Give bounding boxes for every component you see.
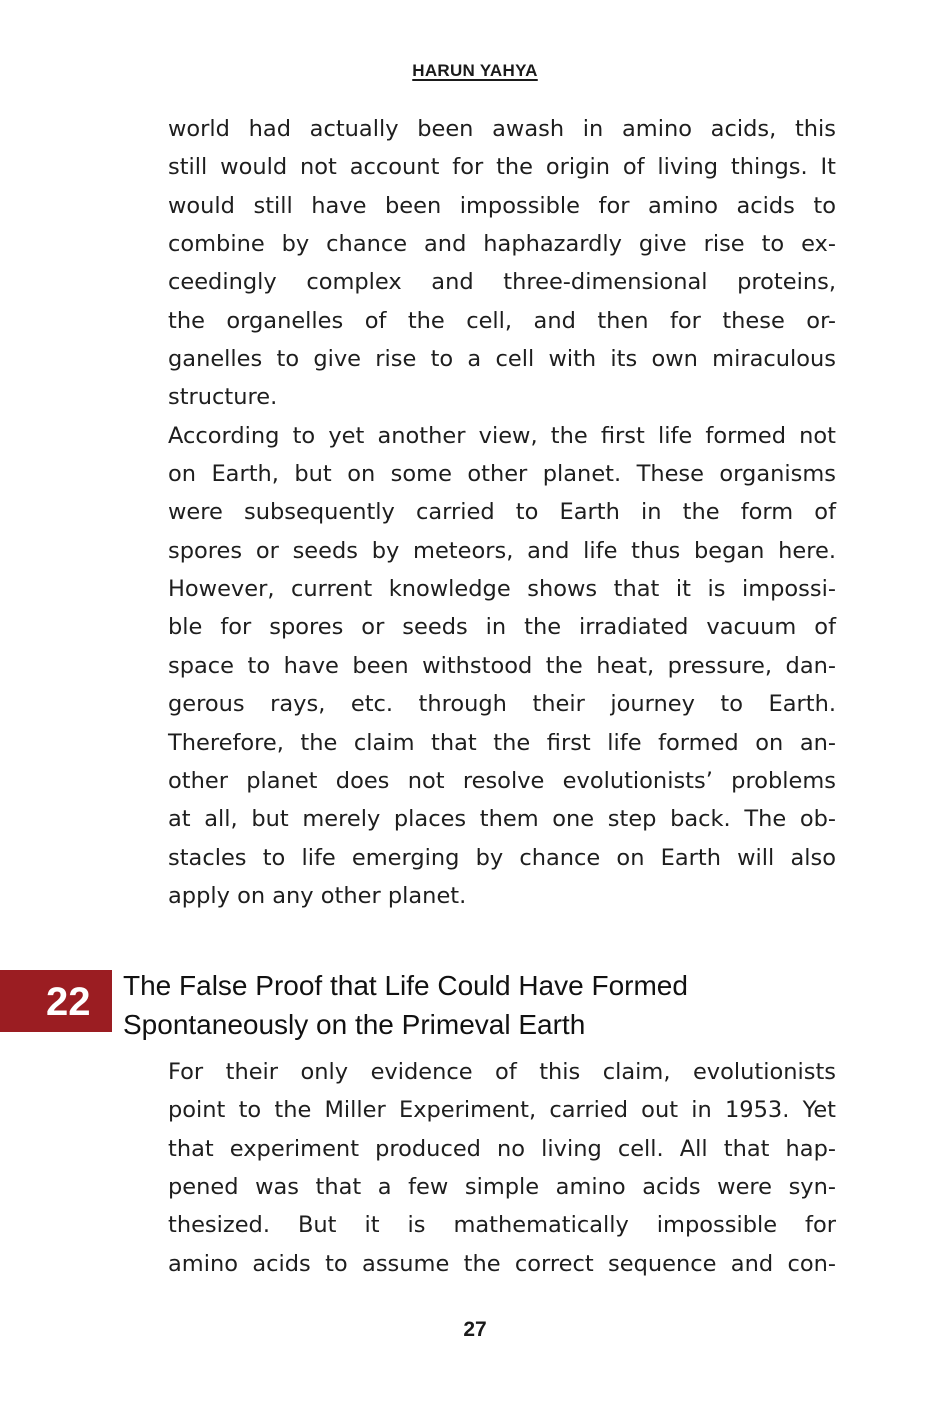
text-line: thesized. But it is mathematically impossible for [168, 1212, 836, 1239]
page-number: 27 [463, 1318, 487, 1341]
text-line: gerous rays, etc. through their journey to Earth. [168, 691, 836, 718]
text-line: at all, but merely places them one step back. The ob- [168, 806, 836, 833]
section-number-box [0, 970, 112, 1032]
text-line: would still have been impossible for amino acids to [168, 192, 836, 219]
text-line: were subsequently carried to Earth in the form of [168, 499, 836, 526]
text-line: the organelles of the cell, and then for these or- [168, 307, 836, 334]
section-heading [123, 966, 823, 1044]
text-line: that experiment produced no living cell. All that hap- [168, 1135, 836, 1162]
text-line: point to the Miller Experiment, carried out in 1953. Yet [168, 1097, 836, 1124]
running-header-title: HARUN YAHYA [412, 61, 538, 80]
text-line: stacles to life emerging by chance on Earth will also [168, 844, 836, 871]
text-line: According to yet another view, the first life formed not [168, 422, 836, 449]
text-line: apply on any other planet. [168, 882, 467, 909]
text-line: Therefore, the claim that the first life formed on an- [168, 729, 836, 756]
section-text-block [168, 1053, 836, 1283]
text-line: world had actually been awash in amino acids, this [168, 116, 836, 142]
text-line: combine by chance and haphazardly give rise to ex- [168, 231, 836, 258]
text-line: pened was that a few simple amino acids were syn- [168, 1174, 836, 1201]
section-heading-line: Spontaneously on the Primeval Earth [123, 1009, 586, 1040]
text-line: ble for spores or seeds in the irradiated vacuum of [168, 614, 836, 641]
text-line: amino acids to assume the correct sequence and con- [168, 1250, 836, 1277]
section-heading-line: The False Proof that Life Could Have Formed [123, 970, 688, 1001]
text-line: ceedingly complex and three-dimensional proteins, [168, 269, 836, 296]
text-line: still would not account for the origin of living things. It [168, 154, 836, 181]
text-line: other planet does not resolve evolutionists’ problems [168, 767, 836, 794]
running-header [0, 61, 950, 81]
text-line: However, current knowledge shows that it is impossi- [168, 576, 836, 603]
text-line: structure. [168, 384, 278, 411]
text-line: ganelles to give rise to a cell with its own miraculous [168, 346, 836, 373]
text-line: For their only evidence of this claim, evolutionists [168, 1059, 836, 1085]
body-text-block [168, 110, 836, 915]
text-line: spores or seeds by meteors, and life thus began here. [168, 537, 836, 564]
section-number: 22 [46, 980, 91, 1024]
text-line: space to have been withstood the heat, pressure, dan- [168, 652, 836, 679]
text-line: on Earth, but on some other planet. These organisms [168, 461, 836, 488]
